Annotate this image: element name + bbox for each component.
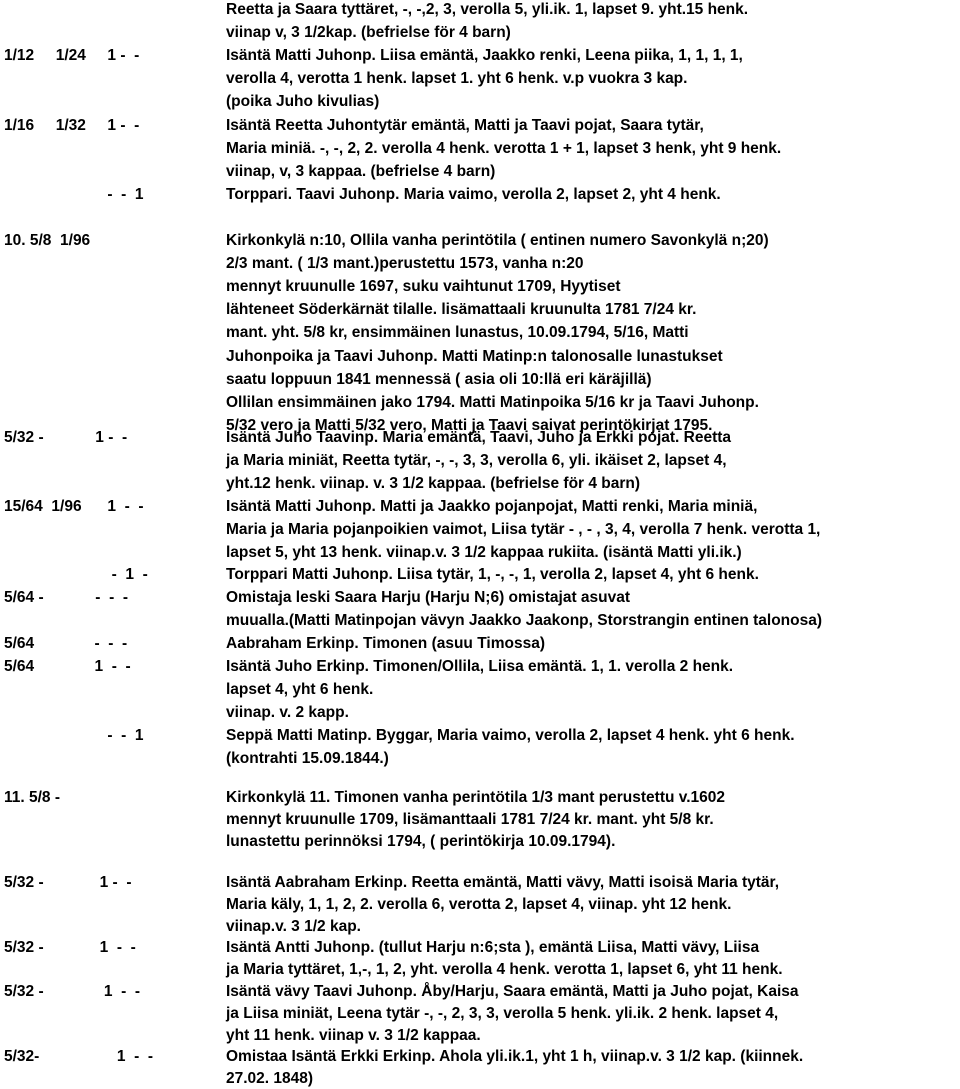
entry-text: muualla.(Matti Matinpojan vävyn Jaakko Jaakonp, Storstrangin entinen talonosa) (226, 612, 823, 630)
entry-text: Juhonpoika ja Taavi Juhonp. Matti Matinp:n talonosalle lunastukset (226, 347, 723, 365)
entry-text: Maria miniä. -, -, 2, 2. verolla 4 henk. verotta 1 + 1, lapset 3 henk, yht 9 henk. (226, 139, 782, 157)
entry-text: viinap, v, 3 kappaa. (befrielse 4 barn) (226, 162, 496, 180)
entry-text: Maria ja Maria pojanpoikien vaimot, Liisa tytär - , - , 3, 4, verolla 7 henk. verotta 1, (226, 520, 821, 538)
entry-text: verolla 4, verotta 1 henk. lapset 1. yht 6 henk. v.p vuokra 3 kap. (226, 70, 688, 88)
entry-text: saatu loppuun 1841 mennessä ( asia oli 10:llä eri käräjillä) (226, 370, 652, 388)
entry-text: viinap.v. 3 1/2 kap. (226, 917, 361, 935)
entry-reference: 11. 5/8 - (4, 789, 61, 806)
entry-reference: 5/32 - 1 - - (4, 983, 141, 1000)
entry-text: yht.12 henk. viinap. v. 3 1/2 kappaa. (befrielse för 4 barn) (226, 474, 641, 492)
entry-reference: 5/64 - - - (4, 635, 128, 653)
entry-text: Isäntä Juho Erkinp. Timonen/Ollila, Liisa emäntä. 1, 1. verolla 2 henk. (226, 658, 734, 675)
entry-text: 27.02. 1848) (226, 1070, 314, 1088)
entry-reference: 5/64 - - - - (4, 589, 129, 607)
entry-text: viinap v, 3 1/2kap. (befrielse för 4 barn) (226, 24, 511, 42)
entry-text: Omistaja leski Saara Harju (Harju N;6) omistajat asuvat (226, 589, 631, 607)
entry-text: Isäntä Matti Juhonp. Liisa emäntä, Jaakko renki, Leena piika, 1, 1, 1, 1, (226, 47, 743, 65)
entry-text: Torppari Matti Juhonp. Liisa tytär, 1, -, -, 1, verolla 2, lapset 4, yht 6 henk. (226, 566, 759, 584)
entry-reference: 10. 5/8 1/96 (4, 232, 91, 249)
entry-reference: 5/32- 1 - - (4, 1048, 154, 1066)
entry-text: Reetta ja Saara tyttäret, -, -,2, 3, verolla 5, yli.ik. 1, lapset 9. yht.15 henk. (226, 1, 749, 18)
entry-text: Maria käly, 1, 1, 2, 2. verolla 6, verotta 2, lapset 4, viinap. yht 12 henk. (226, 895, 732, 913)
entry-reference: 5/32 - 1 - - (4, 874, 132, 891)
entry-reference: 5/32 - 1 - - (4, 939, 136, 957)
entry-text: Isäntä Juho Taavinp. Maria emäntä, Taavi, Juho ja Erkki pojat. Reetta (226, 429, 732, 446)
entry-text: Isäntä vävy Taavi Juhonp. Åby/Harju, Saara emäntä, Matti ja Juho pojat, Kaisa (226, 983, 799, 1000)
entry-text: Isäntä Aabraham Erkinp. Reetta emäntä, Matti vävy, Matti isoisä Maria tytär, (226, 874, 780, 891)
entry-text: (kontrahti 15.09.1844.) (226, 749, 389, 767)
entry-text: lunastettu perinnöksi 1794, ( perintökirja 10.09.1794). (226, 833, 616, 850)
entry-text: Kirkonkylä n:10, Ollila vanha perintötila ( entinen numero Savonkylä n;20) (226, 232, 769, 249)
entry-reference: 5/64 1 - - (4, 658, 131, 675)
entry-text: Omistaa Isäntä Erkki Erkinp. Ahola yli.ik.1, yht 1 h, viinap.v. 3 1/2 kap. (kiinnek. (226, 1048, 804, 1066)
entry-text: Isäntä Matti Juhonp. Matti ja Jaakko pojanpojat, Matti renki, Maria miniä, (226, 497, 758, 515)
entry-reference: - - 1 (4, 726, 144, 744)
entry-text: Torppari. Taavi Juhonp. Maria vaimo, verolla 2, lapset 2, yht 4 henk. (226, 185, 721, 203)
entry-text: Aabraham Erkinp. Timonen (asuu Timossa) (226, 635, 545, 653)
entry-text: Seppä Matti Matinp. Byggar, Maria vaimo, verolla 2, lapset 4 henk. yht 6 henk. (226, 726, 795, 744)
entry-reference: 5/32 - 1 - - (4, 429, 128, 446)
entry-text: ja Maria miniät, Reetta tytär, -, -, 3, 3, verolla 6, yli. ikäiset 2, lapset 4, (226, 451, 727, 469)
entry-text: ja Liisa miniät, Leena tytär -, -, 2, 3, 3, verolla 5 henk. yli.ik. 2 henk. lapset 4, (226, 1004, 779, 1022)
entry-reference: 15/64 1/96 1 - - (4, 497, 144, 515)
entry-text: ja Maria tyttäret, 1,-, 1, 2, yht. verolla 4 henk. verotta 1, lapset 6, yht 11 henk. (226, 961, 783, 979)
entry-text: yht 11 henk. viinap v. 3 1/2 kappaa. (226, 1026, 481, 1044)
entry-text: mant. yht. 5/8 kr, ensimmäinen lunastus, 10.09.1794, 5/16, Matti (226, 324, 689, 342)
entry-text: (poika Juho kivulias) (226, 93, 380, 111)
entry-text: lapset 5, yht 13 henk. viinap.v. 3 1/2 kappaa rukiita. (isäntä Matti yli.ik.) (226, 543, 742, 561)
entry-text: mennyt kruunulle 1709, lisämanttaali 1781 7/24 kr. mant. yht 5/8 kr. (226, 811, 714, 828)
entry-text: 2/3 mant. ( 1/3 mant.)perustettu 1573, vanha n:20 (226, 255, 584, 273)
entry-reference: - - 1 (4, 185, 144, 203)
entry-text: Kirkonkylä 11. Timonen vanha perintötila 1/3 mant perustettu v.1602 (226, 789, 726, 806)
entry-text: lapset 4, yht 6 henk. (226, 680, 374, 698)
entry-text: Isäntä Antti Juhonp. (tullut Harju n:6;sta ), emäntä Liisa, Matti vävy, Liisa (226, 939, 760, 957)
entry-reference: 1/12 1/24 1 - - (4, 47, 140, 65)
entry-reference: - 1 - (4, 566, 148, 584)
entry-text: lähteneet Söderkärnät tilalle. lisämattaali kruunulta 1781 7/24 kr. (226, 301, 697, 319)
entry-text: Isäntä Reetta Juhontytär emäntä, Matti ja Taavi pojat, Saara tytär, (226, 116, 704, 134)
entry-reference: 1/16 1/32 1 - - (4, 116, 140, 134)
entry-text: Ollilan ensimmäinen jako 1794. Matti Matinpoika 5/16 kr ja Taavi Juhonp. (226, 393, 759, 411)
entry-text: viinap. v. 2 kapp. (226, 703, 349, 721)
entry-text: mennyt kruunulle 1697, suku vaihtunut 1709, Hyytiset (226, 278, 621, 296)
entry-text: 5/32 vero ja Matti 5/32 vero, Matti ja Taavi saivat perintökirjat 1795. (226, 416, 713, 434)
